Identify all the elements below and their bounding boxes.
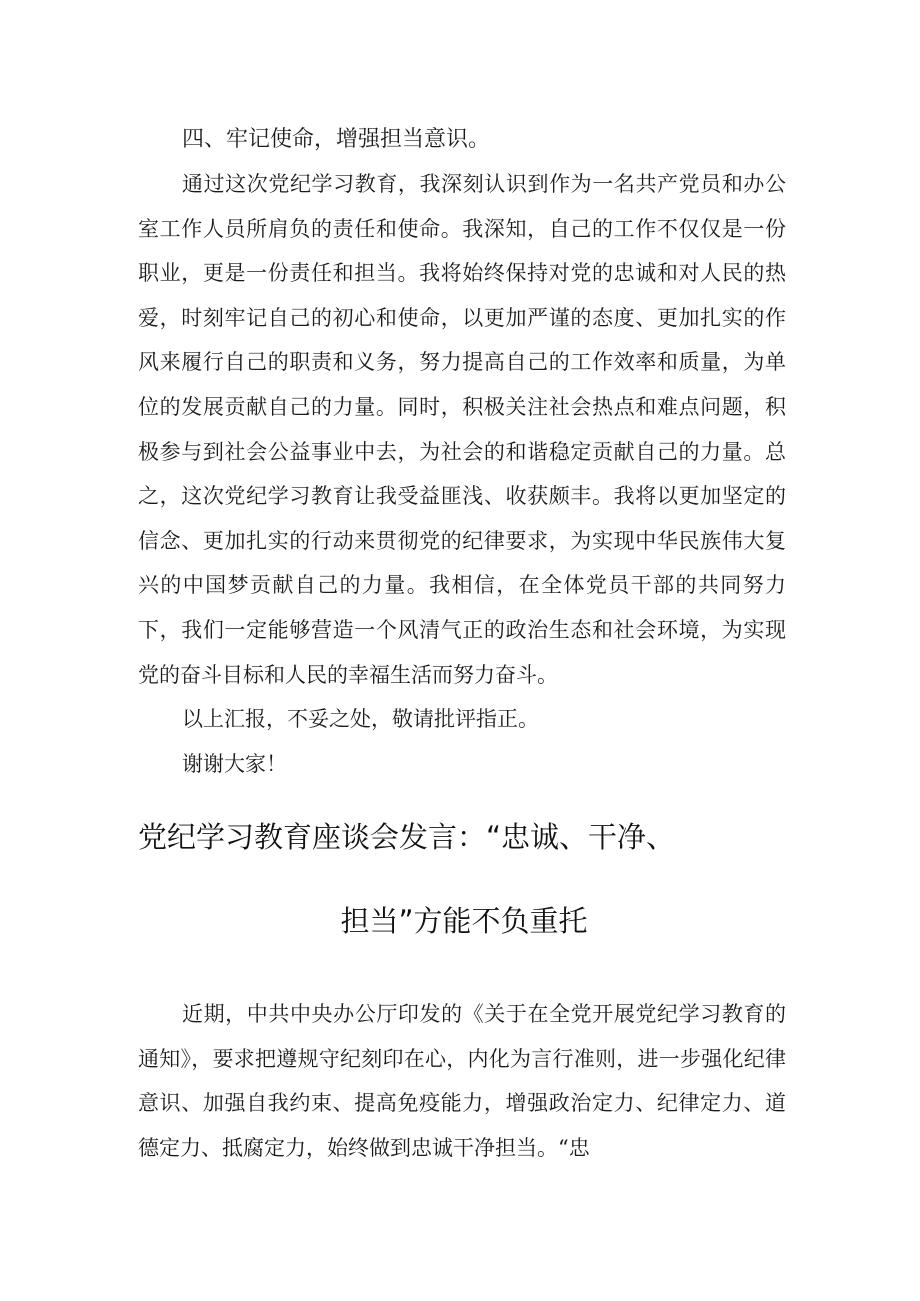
article-title-line-1: 党纪学习教育座谈会发言：“忠诚、干净、: [138, 820, 676, 854]
section-heading: 四、牢记使命，增强担当意识。: [182, 127, 491, 152]
closing-remark: 以上汇报，不妥之处，敬请批评指正。: [182, 707, 539, 732]
article-title-line-2: 担当”方能不负重托: [340, 904, 588, 938]
section-paragraph: 通过这次党纪学习教育，我深刻认识到作为一名共产党员和办公室工作人员所肩负的责任和使命。我深知，自己的工作不仅仅是一份职业，更是一份责任和担当。我将始终保持对党的忠诚和对人民的热爱，时刻牢记自己的初心和使命，以更加严谨的态度、更加扎实的作风来履行自己的职责和义务，努力提高自己的工作效率和质量，为单位的发展贡献自己的力量。同时，积极关注社会热点和难点问题，积极参与到社会公益事业中去，为社会的和谐稳定贡献自己的力量。总之，这次党纪学习教育让我受益匪浅、收获颇丰。我将以更加坚定的信念、更加扎实的行动来贯彻党的纪律要求，为实现中华民族伟大复兴的中国梦贡献自己的力量。我相信，在全体党员干部的共同努力下，我们一定能够营造一个风清气正的政治生态和社会环境，为实现党的奋斗目标和人民的幸福生活而努力奋斗。: [138, 172, 786, 687]
article-paragraph: 近期，中共中央办公厅印发的《关于在全党开展党纪学习教育的通知》，要求把遵规守纪刻印在心，内化为言行准则，进一步强化纪律意识、加强自我约束、提高免疫能力，增强政治定力、纪律定力、道德定力、抵腐定力，始终做到忠诚干净担当。“忠: [138, 1002, 786, 1160]
article-body: [138, 992, 786, 1170]
section-four: [138, 118, 786, 786]
closing-thanks: 谢谢大家！: [182, 751, 287, 776]
